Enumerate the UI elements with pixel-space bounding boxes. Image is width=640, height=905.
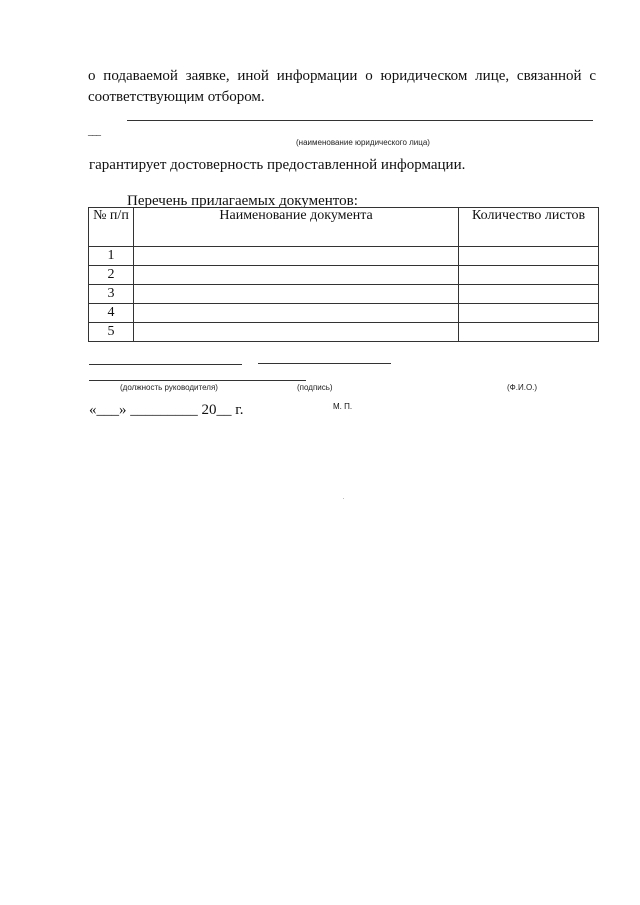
row-number: 4 (89, 304, 134, 323)
row-document-name (133, 323, 458, 342)
row-document-name (133, 285, 458, 304)
row-document-name (133, 304, 458, 323)
position-line (89, 380, 306, 381)
row-document-name (133, 266, 458, 285)
signature-caption: (подпись) (297, 383, 333, 392)
documents-table (88, 207, 599, 342)
signature-line-upper (258, 363, 391, 364)
position-line-upper (89, 364, 242, 365)
fio-caption: (Ф.И.О.) (507, 383, 538, 392)
entity-line-prefix: ___ (88, 126, 100, 137)
date-line: «___» _________ 20__ г. (89, 402, 244, 418)
intro-paragraph: о подаваемой заявке, иной информации о юридическом лице, связанной с соответствующим отбором. (88, 68, 596, 105)
row-document-name (133, 247, 458, 266)
stamp-label: М. П. (333, 402, 353, 411)
header-number: № п/п (89, 208, 134, 247)
guarantee-text: гарантирует достоверность предоставленной информации. (89, 157, 466, 173)
entity-caption: (наименование юридического лица) (296, 138, 430, 147)
row-number: 5 (89, 323, 134, 342)
table-row (89, 247, 599, 266)
row-page-count (459, 323, 599, 342)
table-row (89, 285, 599, 304)
table-row (89, 323, 599, 342)
row-page-count (459, 304, 599, 323)
row-page-count (459, 285, 599, 304)
row-number: 3 (89, 285, 134, 304)
scan-speck (343, 498, 344, 499)
table-row (89, 304, 599, 323)
position-caption: (должность руководителя) (120, 383, 218, 392)
documents-list-title: Перечень прилагаемых документов: (127, 193, 358, 209)
row-number: 2 (89, 266, 134, 285)
header-page-count: Количество листов (459, 208, 599, 247)
header-document-name: Наименование документа (133, 208, 458, 247)
table-header-row (89, 208, 599, 247)
table-row (89, 266, 599, 285)
row-page-count (459, 247, 599, 266)
row-number: 1 (89, 247, 134, 266)
entity-name-line (127, 120, 593, 121)
row-page-count (459, 266, 599, 285)
